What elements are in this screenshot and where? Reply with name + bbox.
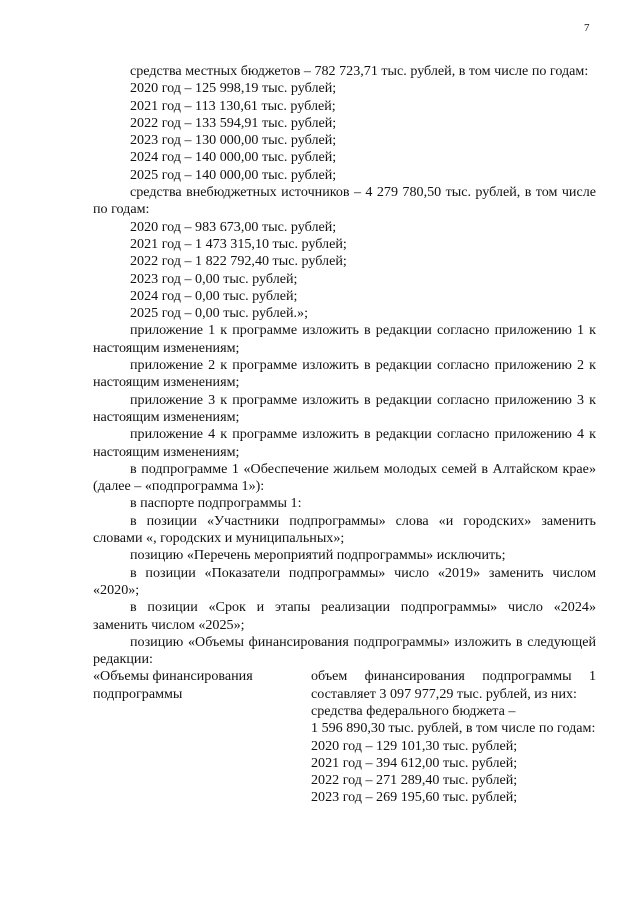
paragraph: в позиции «Показатели подпрограммы» число «2019» заменить числом «2020»; (93, 564, 596, 598)
federal-budget-year: 2020 год – 129 101,30 тыс. рублей; (311, 737, 518, 754)
local-budget-year: 2020 год – 125 998,19 тыс. рублей; (130, 80, 337, 97)
document-body (93, 63, 596, 807)
local-budget-year: 2024 год – 140 000,00 тыс. рублей; (130, 149, 337, 166)
paragraph: в позиции «Срок и этапы реализации подпрограммы» число «2024» заменить числом «2025»; (93, 599, 596, 633)
paragraph: позицию «Перечень мероприятий подпрограммы» исключить; (130, 547, 506, 564)
financing-table (93, 668, 596, 806)
paragraph: в позиции «Участники подпрограммы» слова «и городских» заменить словами «, городских и муниципальных»; (93, 512, 596, 547)
paragraph: в подпрограмме 1 «Обеспечение жильем молодых семей в Алтайском крае» (далее – «подпрограмма 1»): (93, 460, 596, 495)
paragraph: приложение 2 к программе изложить в редакции согласно приложению 2 к настоящим изменениям; (93, 357, 596, 391)
federal-budget-year: 2023 год – 269 195,60 тыс. рублей; (311, 789, 518, 806)
local-budget-intro: средства местных бюджетов – 782 723,71 тыс. рублей, в том числе по годам: (130, 63, 589, 79)
extra-budget-year: 2022 год – 1 822 792,40 тыс. рублей; (130, 253, 347, 270)
financing-total: объем финансирования подпрограммы 1 составляет 3 097 977,29 тыс. рублей, из них: (311, 668, 596, 702)
paragraph: приложение 1 к программе изложить в редакции согласно приложению 1 к настоящим изменениям; (93, 322, 596, 356)
financing-table-label: «Объемы финансирования подпрограммы (93, 668, 253, 702)
paragraph: приложение 4 к программе изложить в редакции согласно приложению 4 к настоящим изменениям; (93, 426, 596, 460)
paragraph: позицию «Объемы финансирования подпрограммы» изложить в следующей редакции: (93, 633, 596, 668)
local-budget-year: 2025 год – 140 000,00 тыс. рублей; (130, 166, 337, 183)
extra-budget-year: 2025 год – 0,00 тыс. рублей.»; (130, 305, 309, 322)
extra-budget-year: 2023 год – 0,00 тыс. рублей; (130, 270, 298, 287)
extra-budget-year: 2024 год – 0,00 тыс. рублей; (130, 287, 298, 304)
local-budget-year: 2021 год – 113 130,61 тыс. рублей; (130, 97, 336, 114)
extra-budget-intro: средства внебюджетных источников – 4 279 780,50 тыс. рублей, в том числе по годам: (93, 184, 596, 218)
extra-budget-year: 2020 год – 983 673,00 тыс. рублей; (130, 218, 337, 235)
federal-budget-total: 1 596 890,30 тыс. рублей, в том числе по годам: (311, 720, 596, 737)
federal-budget-year: 2022 год – 271 289,40 тыс. рублей; (311, 772, 518, 789)
extra-budget-year: 2021 год – 1 473 315,10 тыс. рублей; (130, 235, 347, 252)
local-budget-year: 2023 год – 130 000,00 тыс. рублей; (130, 132, 337, 149)
paragraph: в паспорте подпрограммы 1: (130, 495, 302, 512)
page-number: 7 (584, 22, 590, 34)
federal-budget-label: средства федерального бюджета – (311, 702, 516, 719)
financing-table-content (311, 668, 596, 806)
local-budget-year: 2022 год – 133 594,91 тыс. рублей; (130, 114, 337, 131)
federal-budget-year: 2021 год – 394 612,00 тыс. рублей; (311, 754, 518, 771)
paragraph: приложение 3 к программе изложить в редакции согласно приложению 3 к настоящим изменениям; (93, 391, 596, 425)
